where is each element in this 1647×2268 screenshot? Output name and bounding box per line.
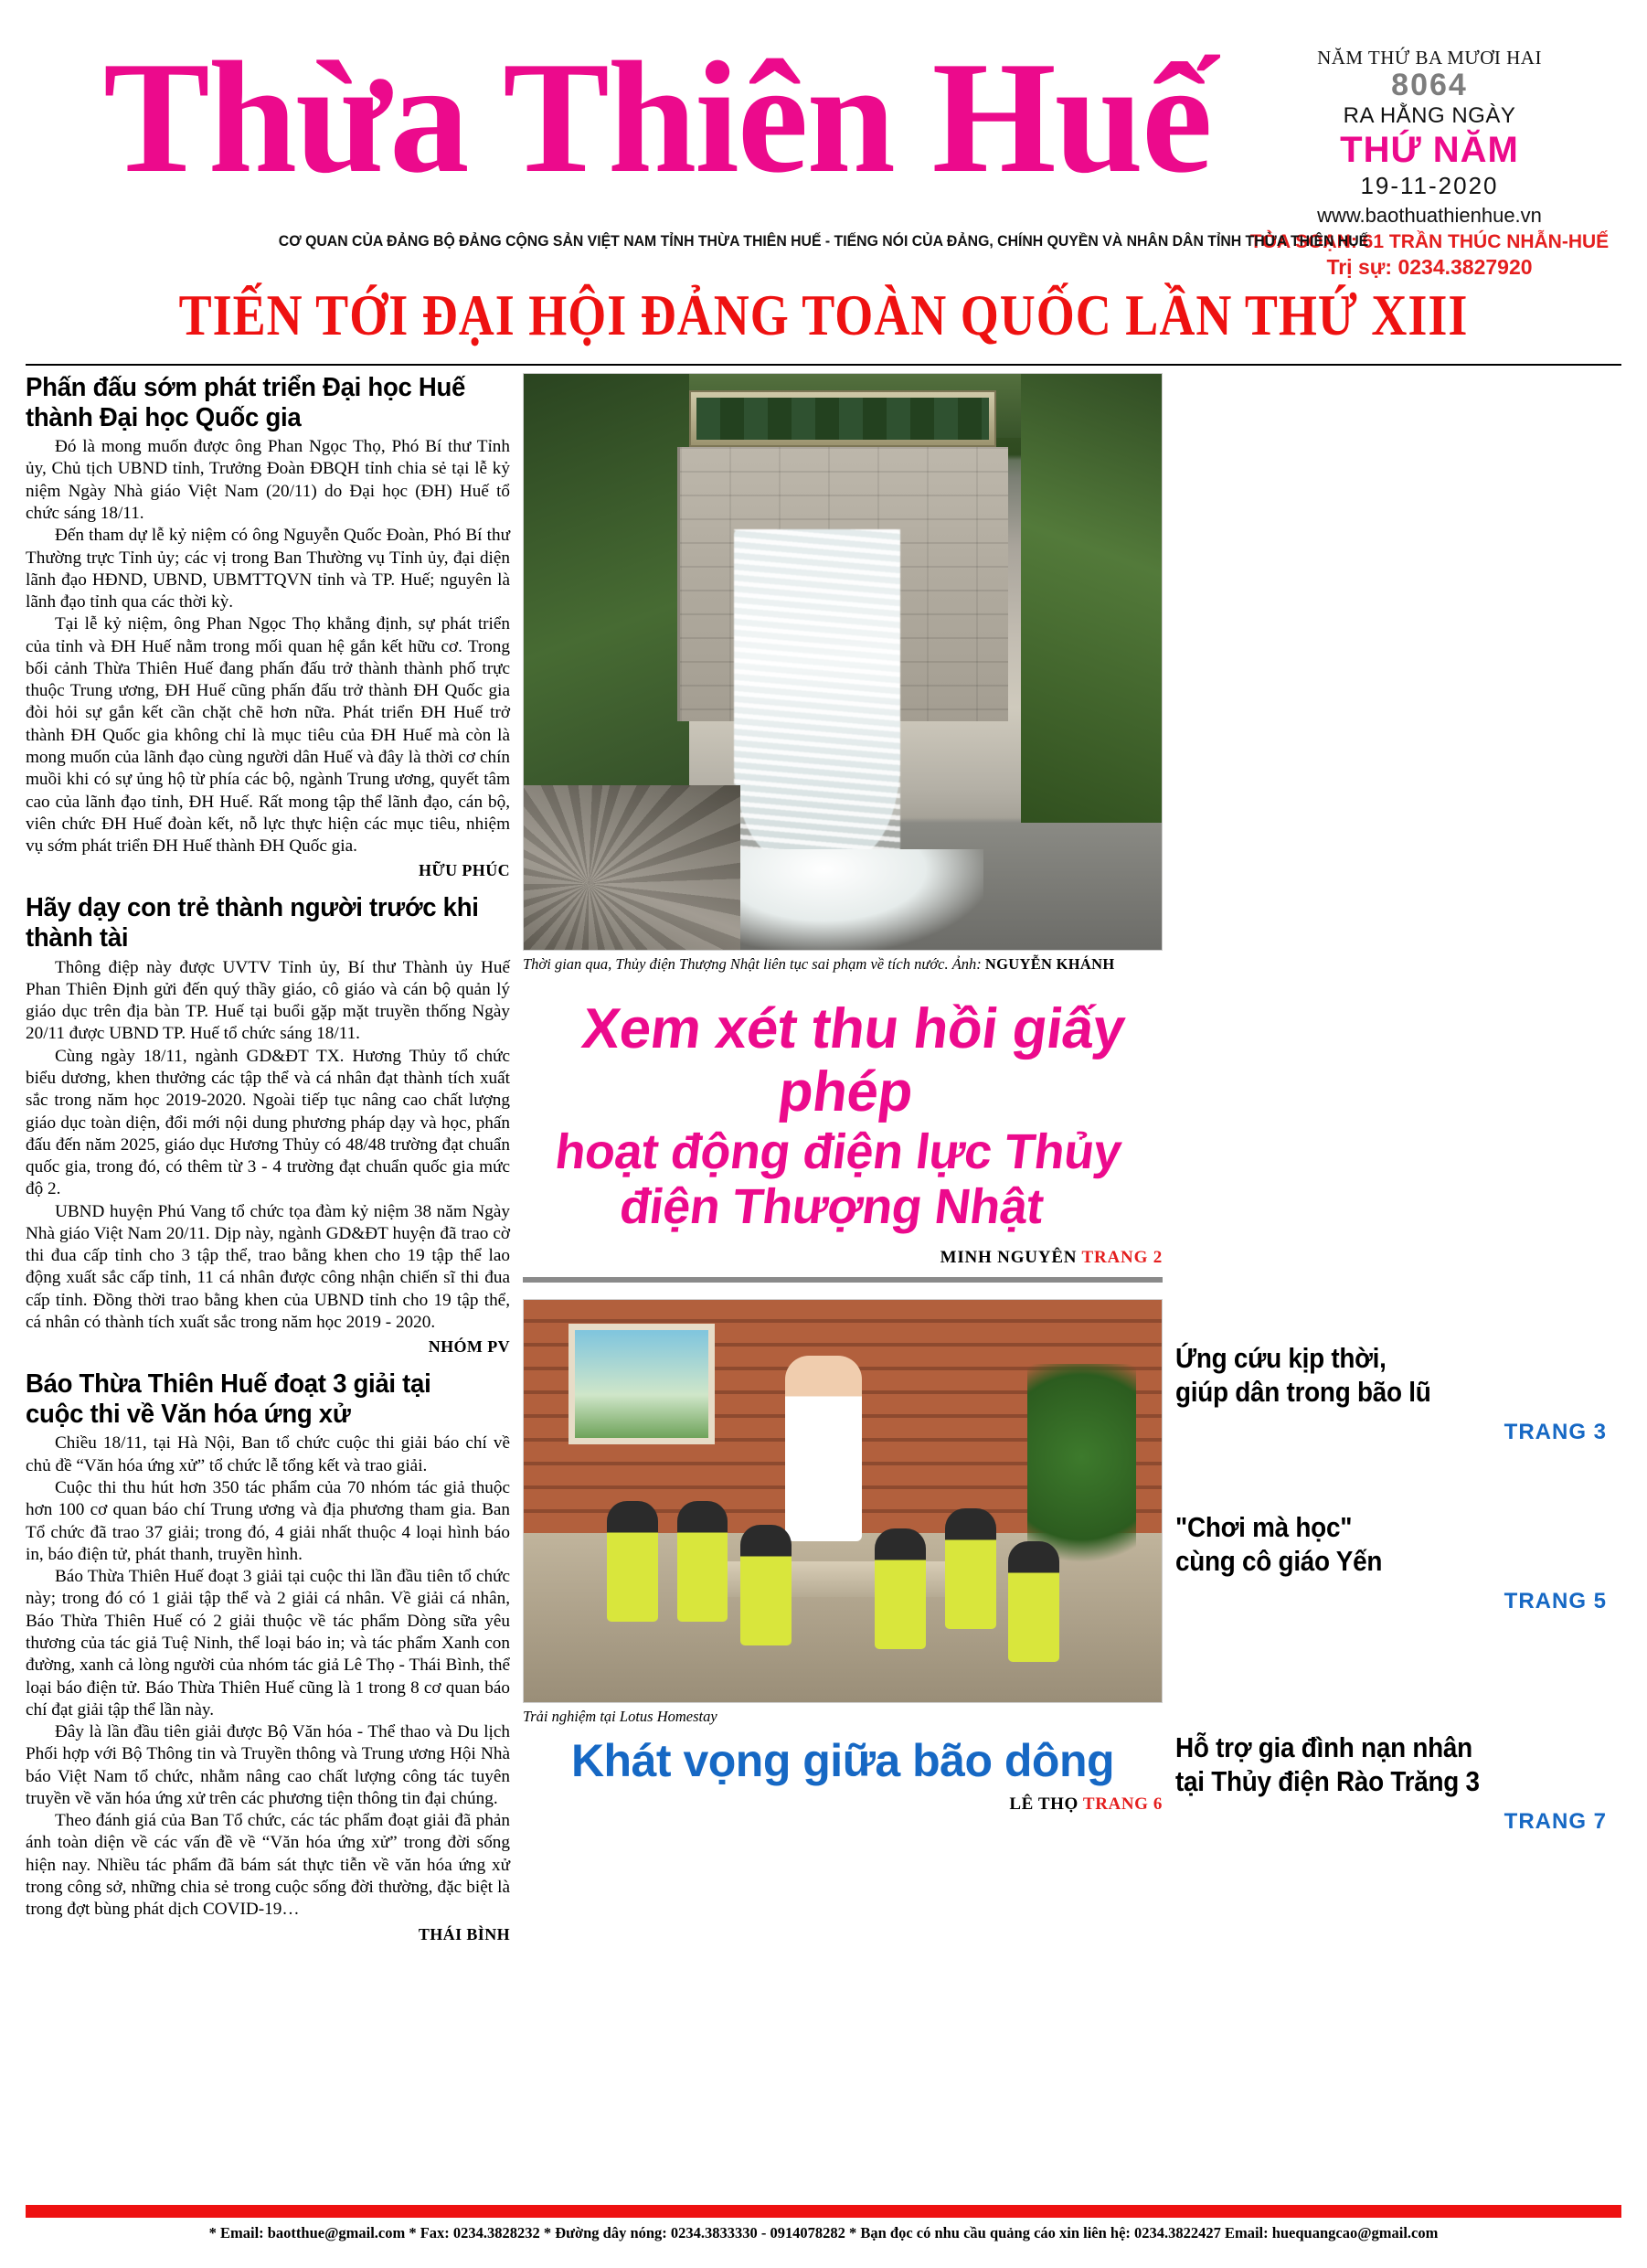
photo-child (740, 1525, 792, 1645)
article-2-byline: NHÓM PV (428, 1337, 510, 1357)
issue-date: 19-11-2020 (1360, 172, 1499, 200)
lead-byline: MINH NGUYÊN (940, 1247, 1078, 1267)
article-3 (26, 1369, 510, 1943)
teaser-3-page-ref[interactable]: TRANG 7 (1504, 1809, 1607, 1835)
photo-child (875, 1528, 926, 1649)
right-column (1175, 373, 1607, 1944)
issue-number: 8064 (1391, 67, 1468, 102)
photo-spillway-gate (689, 390, 995, 447)
dam-image (524, 374, 1162, 950)
homestay-image (524, 1300, 1162, 1702)
weekday-label: THỨ NĂM (1340, 130, 1519, 171)
article-2-headline[interactable]: Hãy dạy con trẻ thành người trước khi thành tài (26, 893, 479, 953)
year-line: NĂM THỨ BA MƯƠI HAI (1317, 47, 1542, 69)
dam-photo-caption (523, 951, 1163, 974)
article-spacer (26, 880, 510, 893)
homestay-photo (523, 1299, 1163, 1703)
congress-banner: TIẾN TỚI ĐẠI HỘI ĐẢNG TOÀN QUỐC LẦN THỨ XIII (178, 282, 1469, 348)
teaser-3-line2: tại Thủy điện Rào Trăng 3 (1175, 1764, 1480, 1797)
office-phone: Trị sự: 0234.3827920 (1326, 254, 1533, 279)
paragraph: Cùng ngày 18/11, ngành GD&ĐT TX. Hương Thủy tổ chức biểu dương, khen thưởng các tập thể và cá nhân đạt thành tích xuất sắc trong năm học 2019-2020. Ngoài tiếp tục nâng cao chất lượng giáo dục toàn diện, đổi mới nội dung phương pháp dạy và học, phấn đấu đến năm 2025, giáo dục Hương Thủy có 48/48 trường đạt chuẩn quốc gia, trong đó, có thêm từ 3 - 4 trường đạt chuẩn quốc gia mức độ 2. (26, 1046, 510, 1199)
footer-contact-line: * Email: baotthue@gmail.com * Fax: 0234.3828232 * Đường dây nóng: 0234.3833330 - 0914078282 * Bạn đọc có nhu cầu quảng cáo xin liên hệ: 0234.3822427 Email: huequangcao@gmail.com (208, 2224, 1439, 2241)
secondary-byline: LÊ THỌ (1009, 1794, 1079, 1815)
article-1-byline: HỮU PHÚC (418, 861, 510, 880)
section-divider (523, 1277, 1163, 1283)
secondary-page-ref[interactable]: TRANG 6 (1082, 1794, 1163, 1815)
office-address: TÒA SOẠN: 61 TRẦN THÚC NHẪN-HUẾ (1249, 230, 1610, 252)
secondary-byline-row (523, 1794, 1163, 1815)
lead-headline-line1: Xem xét thu hồi giấy phép (579, 996, 1129, 1124)
paragraph: Đây là lần đầu tiên giải được Bộ Văn hóa - Thể thao và Du lịch Phối hợp với Bộ Thông tin và Truyền thông và Trung ương Hội Nhà báo Việt Nam tổ chức, nhằm nâng cao chất lượng công tác tuyên truyền về văn hóa ứng xử trên các phương tiện thông tin đại chúng. (26, 1722, 510, 1808)
caption-text: Thời gian qua, Thủy điện Thượng Nhật liên tục sai phạm về tích nước. Ảnh: (523, 955, 982, 973)
paragraph: Báo Thừa Thiên Huế đoạt 3 giải tại cuộc thi lần đầu tiên tổ chức này; trong đó có 1 giải tập thể và 2 giải cá nhân. Về giải cá nhân, Báo Thừa Thiên Huế có 2 giải thuộc về tác phẩm Dòng sữa yêu thương của tác giả Tuệ Ninh, thể loại báo in; và tác phẩm Xanh con đường, xanh cả lòng người của nhóm tác giả Lê Thọ - Thái Bình, thể loại báo điện tử. Báo Thừa Thiên Huế cũng là 1 trong 8 cơ quan báo chí đạt giải tập thể lần này. (26, 1567, 510, 1720)
teaser-2-line1: "Chơi mà học" (1175, 1511, 1353, 1544)
lead-headline[interactable] (508, 997, 1177, 1235)
content-area (26, 373, 1621, 1944)
article-1-headline[interactable]: Phấn đấu sớm phát triển Đại học Huế thành Đại học Quốc gia (26, 373, 466, 433)
teaser-3-line1: Hỗ trợ gia đình nạn nhân (1175, 1731, 1472, 1764)
article-spacer (26, 1357, 510, 1369)
teaser-2-page-ref[interactable]: TRANG 5 (1504, 1589, 1607, 1614)
paragraph: Chiều 18/11, tại Hà Nội, Ban tổ chức cuộc thi giải báo chí về chủ đề “Văn hóa ứng xử” tổ chức lễ tổng kết và trao giải. (26, 1433, 510, 1475)
paragraph: UBND huyện Phú Vang tổ chức tọa đàm kỷ niệm 38 năm Ngày Nhà giáo Việt Nam 20/11. Dịp này, ngành GD&ĐT huyện đã trao cờ thi đua cấp tỉnh cho 3 tập thể, trao bằng khen cho 19 tập thể lao động xuất sắc cấp tỉnh, 11 cá nhân được công nhận chiến sĩ thi đua cấp tỉnh. Đồng thời trao bằng khen của UBND tỉnh cho 19 tập thể, cá nhân có thành tích xuất sắc trong năm học 2019 - 2020. (26, 1201, 510, 1333)
teaser-1-page-ref[interactable]: TRANG 3 (1504, 1420, 1607, 1445)
paragraph: Cuộc thi thu hút hơn 350 tác phẩm của 70 nhóm tác giả thuộc hơn 100 cơ quan báo chí Trung ương và địa phương tham gia. Ban Tổ chức đã trao 37 giải; trong đó, 4 giải nhất thuộc 4 loại hình báo in, báo điện tử, phát thanh, truyền hình. (26, 1477, 510, 1564)
newspaper-title: Thừa Thiên Huế (103, 28, 1211, 206)
photo-credit: NGUYỄN KHÁNH (984, 955, 1115, 973)
photo-child (1008, 1541, 1059, 1662)
photo-trees-right (1021, 374, 1162, 823)
right-column-top-spacer (1175, 373, 1607, 1342)
photo-child (945, 1508, 996, 1629)
photo-child (677, 1501, 728, 1622)
lead-byline-row (523, 1248, 1163, 1268)
frequency-label: RA HẰNG NGÀY (1343, 103, 1516, 129)
teaser-2-line2: cùng cô giáo Yến (1175, 1544, 1383, 1577)
lead-page-ref[interactable]: TRANG 2 (1081, 1247, 1163, 1267)
teaser-2[interactable] (1175, 1511, 1607, 1614)
middle-column (523, 373, 1163, 1944)
paragraph: Thông điệp này được UVTV Tỉnh ủy, Bí thư Thành ủy Huế Phan Thiên Định gửi đến quý thầy giáo, cô giáo và cán bộ quản lý giáo dục trên địa bàn TP. Huế tại buổi gặp mặt truyền thống Ngày 20/11 được UBND TP. Huế tổ chức sáng 18/11. (26, 957, 510, 1044)
photo-rocks (524, 785, 740, 950)
website-url[interactable]: www.baothuathienhue.vn (1317, 203, 1542, 227)
left-column (26, 373, 510, 1944)
article-1-body (26, 436, 510, 857)
teaser-1-line1: Ứng cứu kịp thời, (1175, 1342, 1387, 1374)
paragraph: Theo đánh giá của Ban Tổ chức, các tác phẩm đoạt giải đã phản ánh toàn diện về các vấn đề về “Văn hóa ứng xử” trong đời sống hiện nay. Nhiều tác phẩm đã bám sát thực tiễn về văn hóa ứng xử trong công sở, những chia sẻ trong cuộc sống đời thường, đặc biệt là trong đợt bùng phát dịch COVID-19… (26, 1811, 510, 1920)
masthead-tagline: CƠ QUAN CỦA ĐẢNG BỘ ĐẢNG CỘNG SẢN VIỆT NAM TỈNH THỪA THIÊN HUẾ - TIẾNG NÓI CỦA ĐẢNG, CHÍNH QUYỀN VÀ NHÂN DÂN TỈNH THỪA THIÊN HUẾ (278, 232, 1369, 250)
masthead (26, 0, 1621, 283)
photo-water-spill (734, 529, 899, 858)
teaser-spacer (1175, 1614, 1607, 1731)
footer (26, 2205, 1621, 2242)
paragraph: Đến tham dự lễ kỷ niệm có ông Nguyễn Quốc Đoàn, Phó Bí thư Thường trực Tỉnh ủy; các vị trong Ban Thường vụ Tỉnh ủy, đại diện lãnh đạo HĐND, UBND, UBMTTQVN tỉnh và TP. Huế; nguyên là lãnh đạo tỉnh qua các thời kỳ. (26, 526, 510, 612)
teaser-3[interactable] (1175, 1731, 1607, 1835)
footer-red-bar (26, 2205, 1621, 2218)
article-3-body (26, 1432, 510, 1921)
header-divider (26, 364, 1621, 366)
teaser-1-line2: giúp dân trong bão lũ (1175, 1375, 1431, 1408)
homestay-photo-caption: Trải nghiệm tại Lotus Homestay (523, 1707, 717, 1725)
article-3-headline[interactable]: Báo Thừa Thiên Huế đoạt 3 giải tại cuộc thi về Văn hóa ứng xử (26, 1369, 431, 1430)
photo-adult-figure (785, 1356, 862, 1540)
paragraph: Đó là mong muốn được ông Phan Ngọc Thọ, Phó Bí thư Tỉnh ủy, Chủ tịch UBND tỉnh, Trưởng Đoàn ĐBQH tỉnh chia sẻ tại lễ kỷ niệm Ngày Nhà giáo Việt Nam (20/11) do Đại học (ĐH) Huế tổ chức sáng 18/11. (26, 437, 510, 523)
article-1 (26, 373, 510, 880)
photo-child (607, 1501, 658, 1622)
lead-headline-line2: hoạt động điện lực Thủy điện Thượng Nhật (552, 1123, 1125, 1235)
teaser-spacer (1175, 1445, 1607, 1511)
article-3-byline: THÁI BÌNH (418, 1924, 510, 1943)
hydropower-dam-photo (523, 373, 1163, 951)
article-2 (26, 893, 510, 1357)
article-2-body (26, 957, 510, 1335)
photo-wall-painting (568, 1324, 716, 1444)
teaser-1[interactable] (1175, 1342, 1607, 1445)
paragraph: Tại lễ kỷ niệm, ông Phan Ngọc Thọ khẳng định, sự phát triển của tỉnh và ĐH Huế nằm trong mối quan hệ gắn kết hữu cơ. Trong bối cảnh Thừa Thiên Huế đang phấn đấu trở thành thành phố trực thuộc Trung ương, ĐH Huế cũng phấn đấu trở thành ĐH Quốc gia đòi hỏi sự gắn kết cần chặt chẽ hơn nữa. Phát triển ĐH Huế trở thành ĐH Quốc gia không chỉ là mục tiêu của ĐH Huế mà còn là mong muốn của lãnh đạo cùng người dân Huế và đây là thời cơ chín muồi khi có sự ủng hộ từ phía các bộ, ngành Trung ương, quyết tâm cao của lãnh đạo tỉnh, ĐH Huế. Rất mong tập thể lãnh đạo, cán bộ, viên chức ĐH Huế đoàn kết, nỗ lực thực hiện các mục tiêu, nhiệm vụ sớm phát triển ĐH Huế thành ĐH Quốc gia. (26, 614, 510, 857)
secondary-headline[interactable]: Khát vọng giữa bão dông (570, 1735, 1115, 1787)
masthead-logo (103, 28, 1246, 206)
